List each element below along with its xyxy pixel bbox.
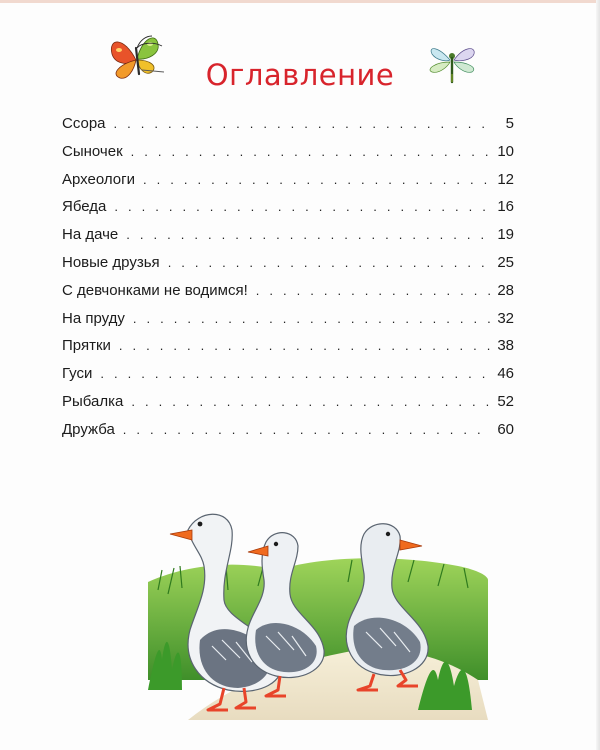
- toc-entry-title: На даче: [62, 226, 119, 244]
- toc-entry-page-number: 5: [505, 115, 514, 132]
- toc-entry[interactable]: [62, 421, 514, 449]
- toc-entry[interactable]: [62, 310, 514, 338]
- toc-entry-page-number: 32: [497, 309, 514, 327]
- toc-dot-leader: [119, 338, 490, 353]
- toc-entry-title: Сыночек: [62, 142, 123, 160]
- toc-entry-page-number: 46: [497, 365, 514, 383]
- toc-dot-leader: [126, 227, 490, 242]
- table-of-contents: [62, 115, 514, 449]
- toc-dot-leader: [256, 283, 490, 298]
- toc-entry-title: Археологи: [62, 170, 135, 188]
- toc-entry-title: С девчонками не водимся!: [62, 281, 248, 299]
- toc-entry-title: Новые друзья: [62, 253, 160, 271]
- toc-entry-title: Гуси: [62, 365, 93, 383]
- toc-dot-leader: [143, 172, 490, 187]
- toc-entry-title: Рыбалка: [62, 392, 124, 410]
- toc-entry-title: Прятки: [62, 337, 111, 355]
- toc-dot-leader: [133, 311, 490, 326]
- toc-entry-page-number: 52: [497, 392, 514, 410]
- toc-entry-title: Ссора: [62, 115, 106, 132]
- toc-entry-page-number: 19: [497, 226, 514, 244]
- page-title: Оглавление: [205, 58, 395, 92]
- toc-entry[interactable]: [62, 393, 514, 421]
- toc-dot-leader: [114, 116, 490, 131]
- toc-entry[interactable]: [62, 226, 514, 254]
- toc-entry[interactable]: [62, 282, 514, 310]
- toc-entry-title: На пруду: [62, 309, 125, 327]
- toc-entry-page-number: 28: [497, 281, 514, 299]
- toc-entry-page-number: 16: [497, 198, 514, 216]
- page-top-edge: [0, 0, 600, 3]
- toc-entry-page-number: 10: [497, 142, 514, 160]
- toc-entry[interactable]: [62, 143, 514, 171]
- toc-entry-page-number: 12: [497, 170, 514, 188]
- toc-entry-title: Ябеда: [62, 198, 107, 216]
- toc-dot-leader: [123, 422, 490, 437]
- geese-illustration: [148, 490, 488, 720]
- toc-dot-leader: [100, 366, 490, 381]
- toc-entry[interactable]: [62, 171, 514, 199]
- toc-entry-title: Дружба: [62, 420, 115, 438]
- toc-entry-page-number: 25: [497, 253, 514, 271]
- toc-dot-leader: [131, 394, 490, 409]
- toc-dot-leader: [168, 255, 490, 270]
- toc-entry[interactable]: [62, 198, 514, 226]
- toc-entry[interactable]: [62, 115, 514, 143]
- toc-entry[interactable]: [62, 254, 514, 282]
- toc-entry[interactable]: [62, 365, 514, 393]
- page-right-edge: [596, 0, 600, 750]
- toc-entry-page-number: 60: [497, 420, 514, 438]
- toc-entry-page-number: 38: [497, 337, 514, 355]
- toc-dot-leader: [131, 144, 490, 159]
- toc-dot-leader: [114, 199, 490, 214]
- toc-entry[interactable]: [62, 337, 514, 365]
